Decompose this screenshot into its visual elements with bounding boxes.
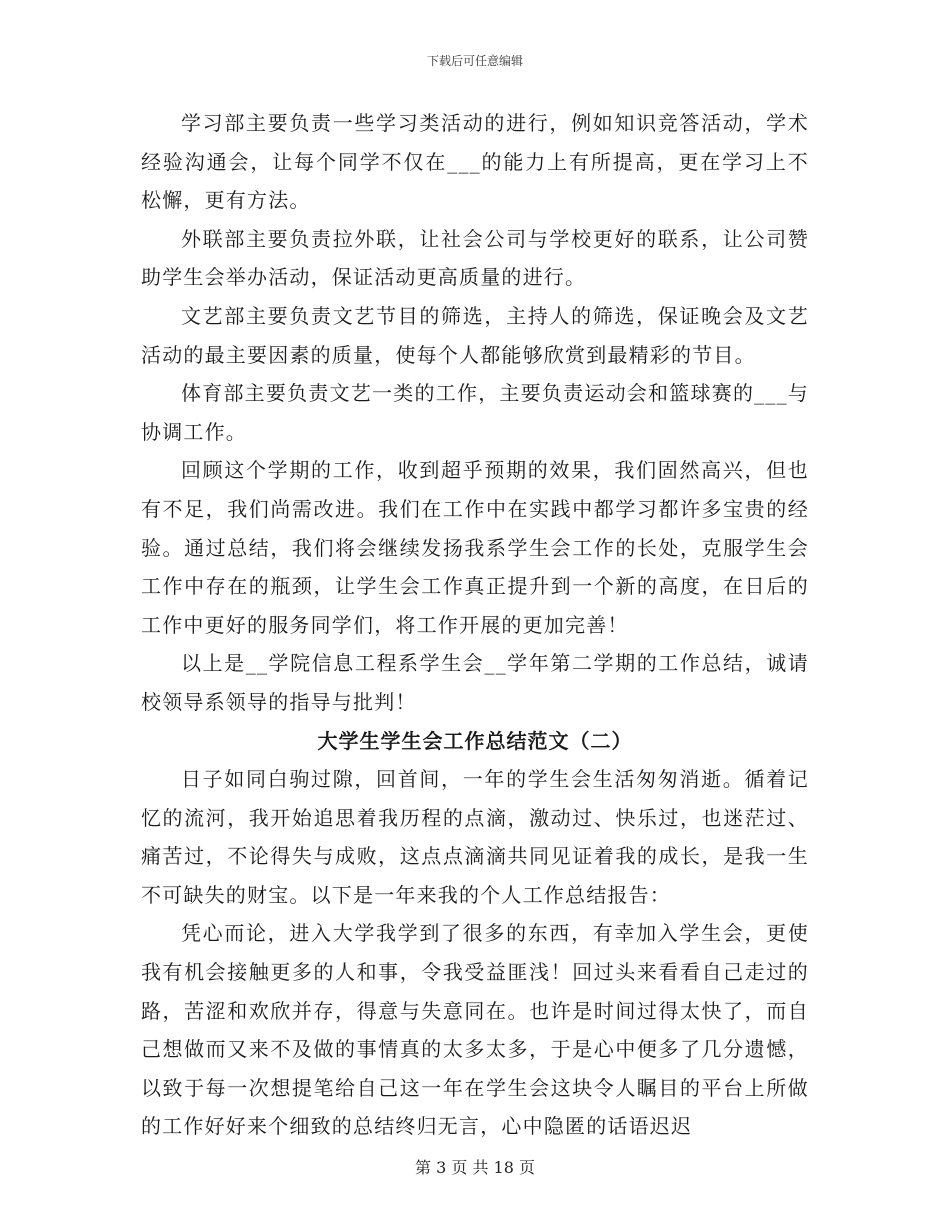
- paragraph-study-dept: 学习部主要负责一些学习类活动的进行，例如知识竞答活动，学术经验沟通会，让每个同学不仅在___的能力上有所提高，更在学习上不松懈，更有方法。: [141, 111, 809, 213]
- paragraph-sports-dept: 体育部主要负责文艺一类的工作，主要负责运动会和篮球赛的___与协调工作。: [141, 381, 809, 444]
- paragraph-intro: 日子如同白驹过隙，回首间，一年的学生会生活匆匆消逝。循着记忆的流河，我开始追思着我历程的点滴，激动过、快乐过，也迷茫过、痛苦过，不论得失与成败，这点点滴滴共同见证着我的成长，是我一生不可缺失的财宝。以下是一年来我的个人工作总结报告：: [141, 767, 809, 907]
- page-header: 下载后可任意编辑: [426, 54, 523, 68]
- page-number: 第 3 页 共 18 页: [415, 1158, 535, 1177]
- paragraph-liaison-dept: 外联部主要负责拉外联，让社会公司与学校更好的联系，让公司赞助学生会举办活动，保证活动更高质量的进行。: [141, 226, 809, 290]
- paragraph-review: 回顾这个学期的工作，收到超乎预期的效果，我们固然高兴，但也有不足，我们尚需改进。我们在工作中在实践中都学习都许多宝贵的经验。通过总结，我们将会继续发扬我系学生会工作的长处，克服学生会工作中存在的瓶颈，让学生会工作真正提升到一个新的高度，在日后的工作中更好的服务同学们，将工作开展的更加完善！: [141, 458, 809, 637]
- paragraph-closing: 以上是__学院信息工程系学生会__学年第二学期的工作总结，诚请校领导系领导的指导与批判！: [141, 651, 809, 714]
- section-title: 大学生学生会工作总结范文（二）: [317, 728, 633, 753]
- document-body: [141, 104, 809, 1146]
- paragraph-reflection: 凭心而论，进入大学我学到了很多的东西，有幸加入学生会，更使我有机会接触更多的人和事，令我受益匪浅！回过头来看看自己走过的路，苦涩和欢欣并存，得意与失意同在。也许是时间过得太快了，而自己想做而又来不及做的事情真的太多太多，于是心中便多了几分遗憾，以致于每一次想提笔给自己这一年在学生会这块令人瞩目的平台上所做的工作好好来个细致的总结终归无言，心中隐匿的话语迟迟: [141, 921, 809, 1139]
- paragraph-arts-dept: 文艺部主要负责文艺节目的筛选，主持人的筛选，保证晚会及文艺活动的最主要因素的质量，使每个人都能够欣赏到最精彩的节目。: [141, 303, 809, 367]
